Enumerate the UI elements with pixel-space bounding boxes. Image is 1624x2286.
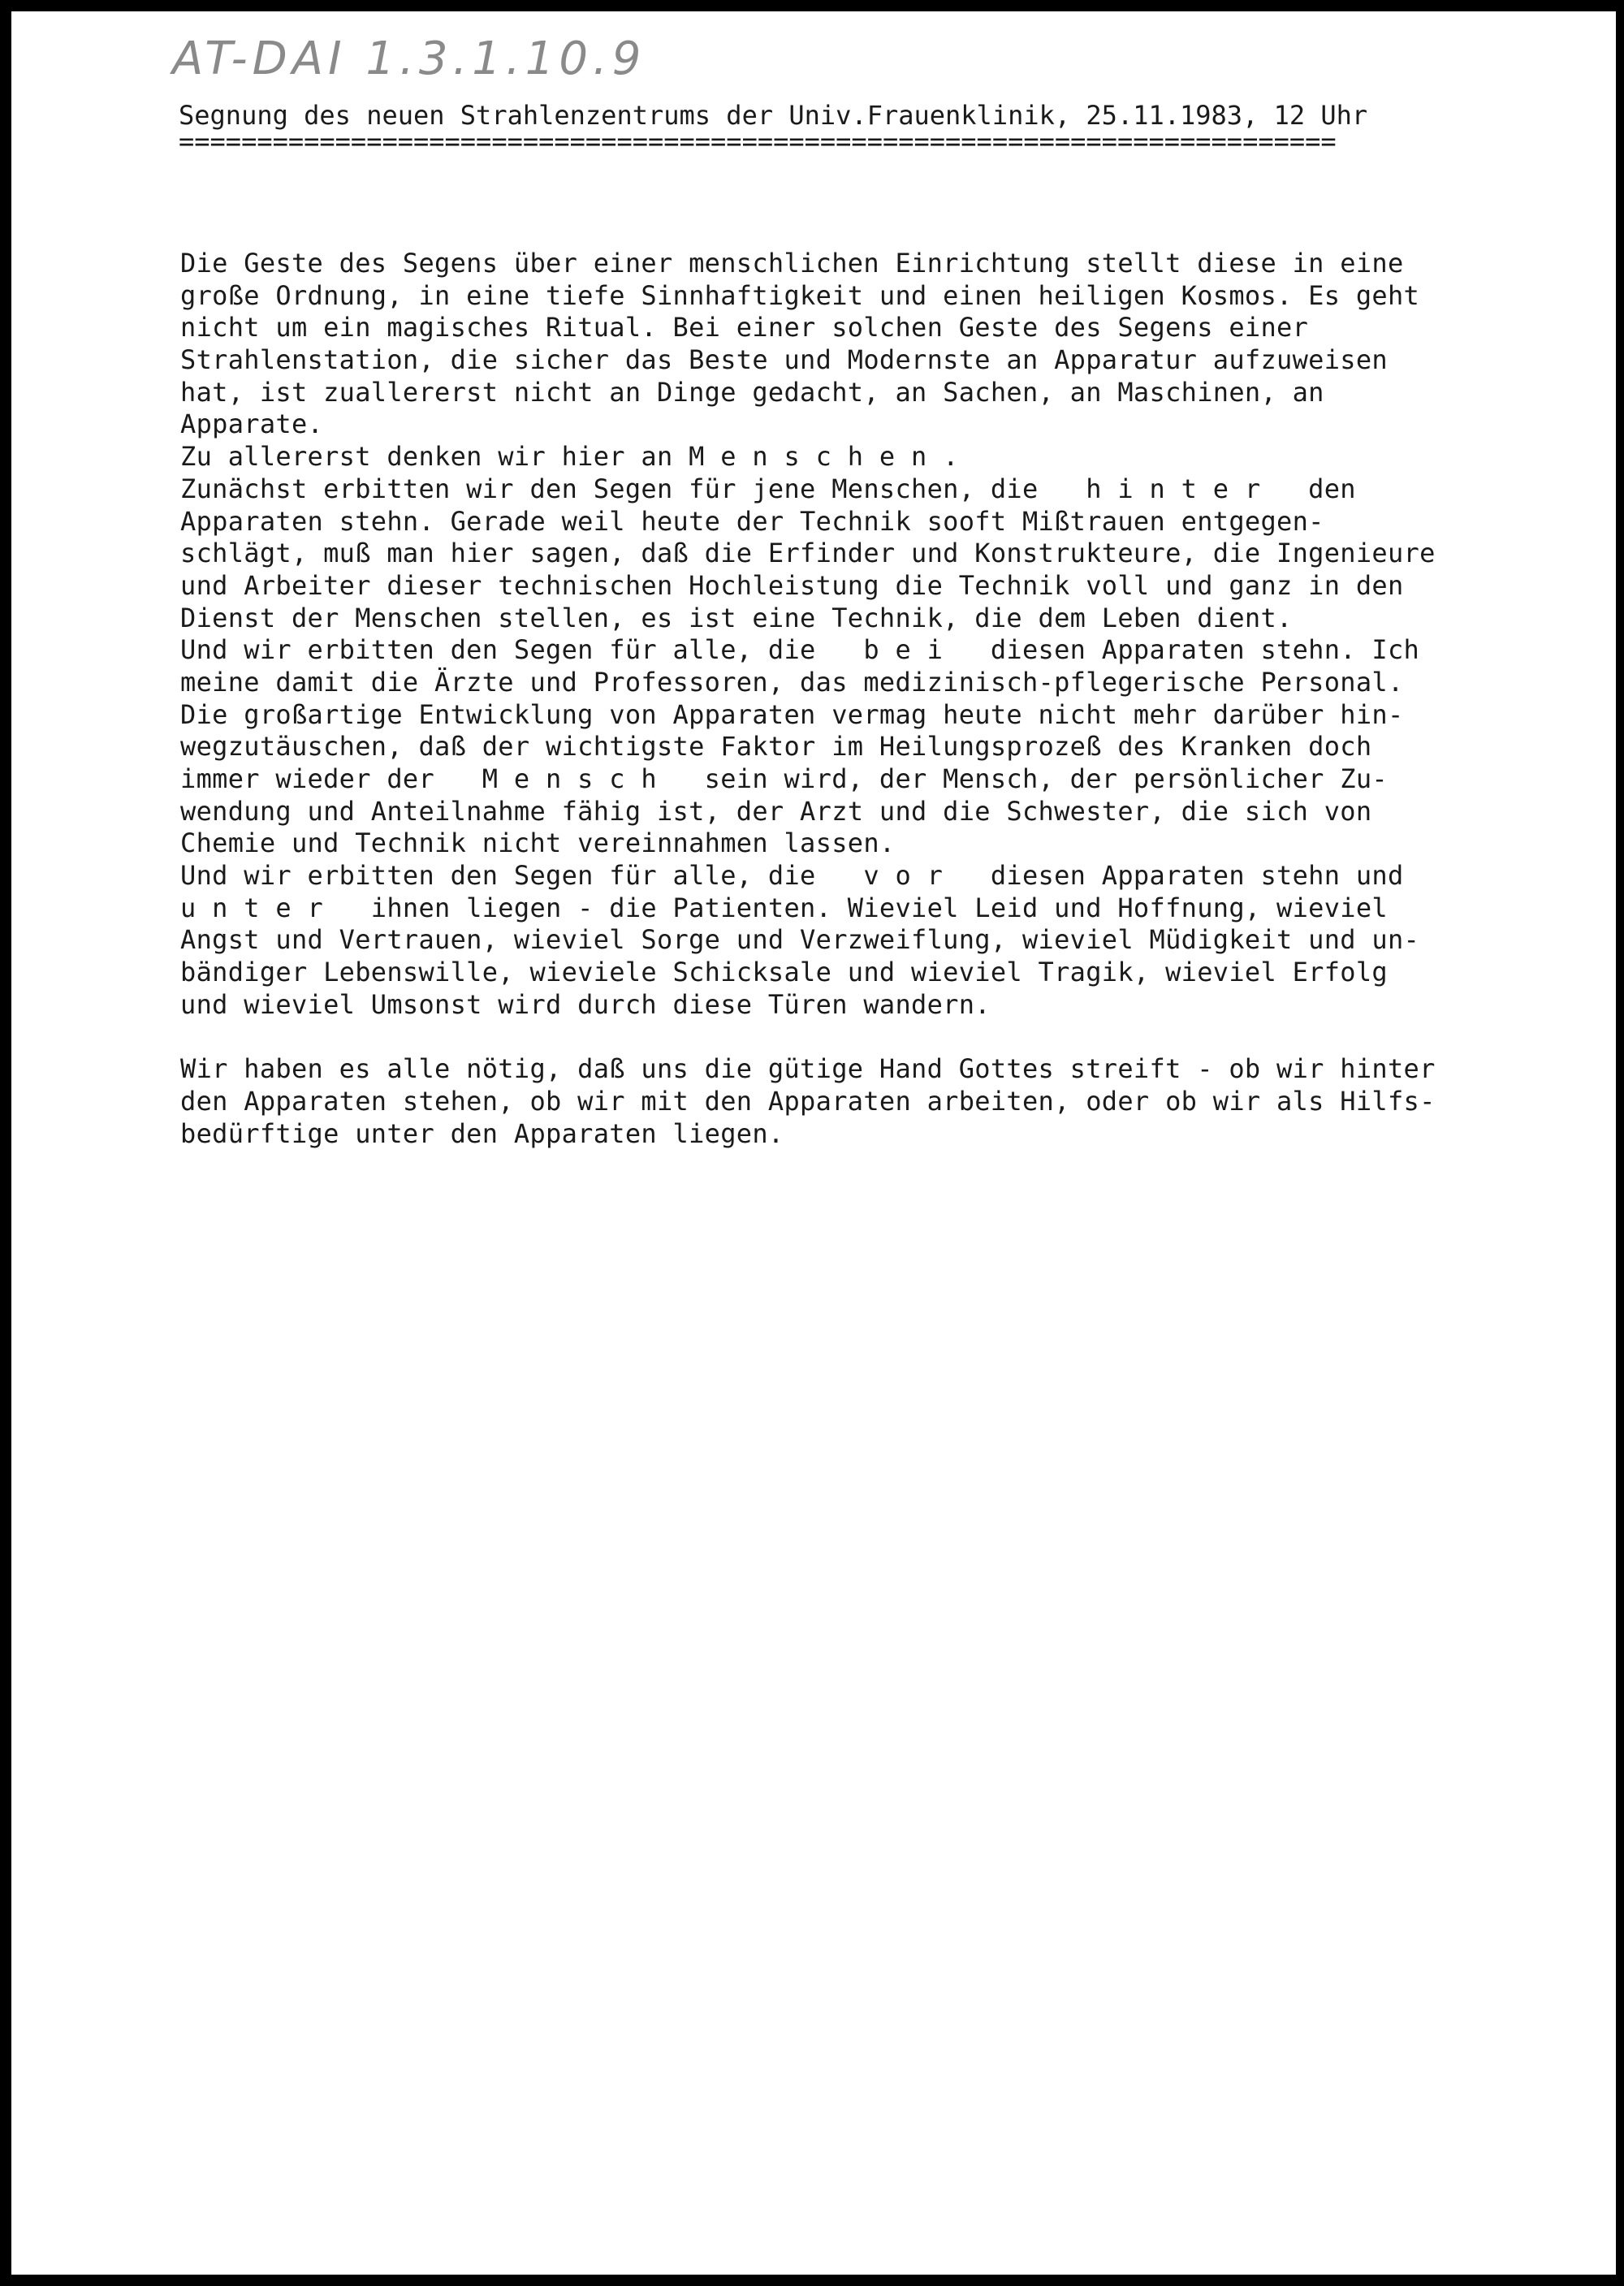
text-line: Strahlenstation, die sicher das Beste und Modernste an Apparatur aufzuweisen xyxy=(180,344,1388,376)
document-heading: Segnung des neuen Strahlenzentrums der Univ.Frauenklinik, 25.11.1983, 12 Uhr xyxy=(179,100,1368,131)
text-line: und wieviel Umsonst wird durch diese Türen wandern. xyxy=(180,988,991,1020)
text-line: Chemie und Technik nicht vereinnahmen lassen. xyxy=(180,828,896,859)
text-line: Zu allererst denken wir hier an M e n s c h e n . xyxy=(180,441,959,473)
text-line: wegzutäuschen, daß der wichtigste Faktor im Heilungsprozeß des Kranken doch xyxy=(180,731,1372,763)
text-line: schlägt, muß man hier sagen, daß die Erfinder und Konstrukteure, die Ingenieure xyxy=(180,538,1436,569)
text-line: den Apparaten stehen, ob wir mit den Apparaten arbeiten, oder ob wir als Hilfs- xyxy=(180,1085,1436,1117)
text-line: Zunächst erbitten wir den Segen für jene Menschen, die h i n t e r den xyxy=(180,473,1356,504)
text-line: nicht um ein magisches Ritual. Bei einer solchen Geste des Segens einer xyxy=(180,312,1309,344)
text-line: Apparaten stehn. Gerade weil heute der Technik sooft Mißtrauen entgegen- xyxy=(180,505,1324,537)
paragraph-2 xyxy=(180,1053,1609,1150)
text-line: und Arbeiter dieser technischen Hochleistung die Technik voll und ganz in den xyxy=(180,569,1404,601)
paragraph-gap xyxy=(180,1022,1609,1054)
text-line: Und wir erbitten den Segen für alle, die v o r diesen Apparaten stehn und xyxy=(180,860,1404,892)
text-line: Wir haben es alle nötig, daß uns die gütige Hand Gottes streift - ob wir hinter xyxy=(180,1053,1436,1085)
text-line: bändiger Lebenswille, wieviele Schicksale und wieviel Tragik, wieviel Erfolg xyxy=(180,957,1388,988)
text-line: Die Geste des Segens über einer menschlichen Einrichtung stellt diese in eine xyxy=(180,248,1404,279)
text-line: u n t e r ihnen liegen - die Patienten. Wieviel Leid und Hoffnung, wieviel xyxy=(180,892,1388,923)
text-line: Die großartige Entwicklung von Apparaten vermag heute nicht mehr darüber hin- xyxy=(180,698,1404,730)
text-line: große Ordnung, in eine tiefe Sinnhaftigkeit und einen heiligen Kosmos. Es geht xyxy=(180,279,1420,311)
heading-underline: ========================================================================== xyxy=(179,130,1337,153)
text-line: meine damit die Ärzte und Professoren, das medizinisch-pflegerische Personal. xyxy=(180,666,1404,698)
text-line: hat, ist zuallererst nicht an Dinge gedacht, an Sachen, an Maschinen, an xyxy=(180,376,1324,408)
paragraph-1 xyxy=(180,248,1609,1022)
text-line: Angst und Vertrauen, wieviel Sorge und Verzweiflung, wieviel Müdigkeit und un- xyxy=(180,924,1420,956)
text-line: wendung und Anteilnahme fähig ist, der Arzt und die Schwester, die sich von xyxy=(180,795,1372,827)
text-line: immer wieder der M e n s c h sein wird, der Mensch, der persönlicher Zu- xyxy=(180,763,1388,794)
archive-signature: AT-DAI 1.3.1.10.9 xyxy=(172,32,646,85)
text-line: Und wir erbitten den Segen für alle, die b e i diesen Apparaten stehn. Ich xyxy=(180,634,1420,666)
text-line: Apparate. xyxy=(180,408,324,440)
text-line: Dienst der Menschen stellen, es ist eine Technik, die dem Leben dient. xyxy=(180,602,1293,633)
text-line: bedürftige unter den Apparaten liegen. xyxy=(180,1117,784,1149)
document-body xyxy=(180,248,1609,1150)
